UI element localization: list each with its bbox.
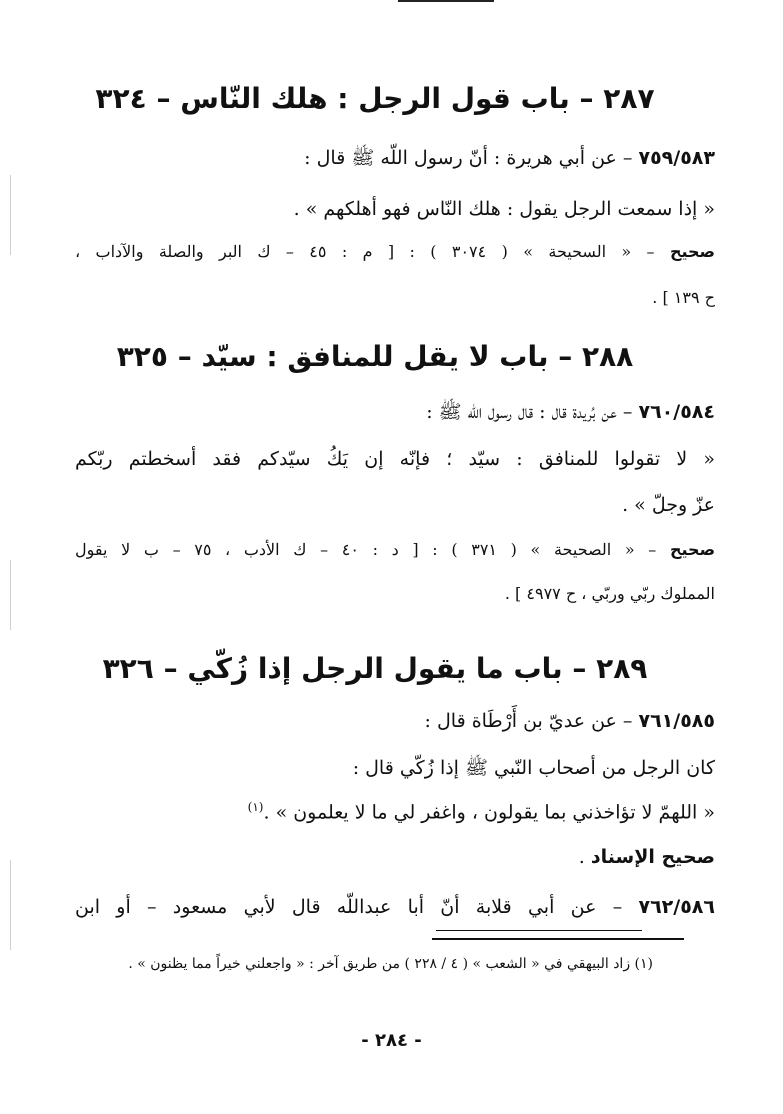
hadith-761-line: [75, 710, 715, 732]
text-underline: [436, 930, 642, 931]
grading-text: – « السحيحة » ( ٣٠٧٤ ) : [ م : ٤٥ – ك البر والصلة والآداب ،: [75, 242, 670, 261]
grade-label: صحيح الإسناد: [590, 846, 715, 868]
hadith-761-grading: [75, 846, 715, 868]
scan-edge-mark: [10, 175, 11, 255]
grade-label: صحيح: [669, 540, 716, 559]
grading-text: – « الصحيحة » ( ٣٧١ ) : [ د : ٤٠ – ك الأدب ، ٧٥ – ب لا يقول: [75, 540, 670, 559]
hadith-760-reference: المملوك ربّي وربّي ، ح ٤٩٧٧ ] .: [504, 584, 715, 603]
hadith-text: – عن أبي هريرة : أنّ رسول اللّه ﷺ قال :: [304, 147, 639, 169]
footnote-divider: [432, 938, 684, 940]
hadith-762-line: [75, 896, 715, 918]
hadith-760-quote-end: عزّ وجلّ » .: [622, 494, 715, 516]
hadith-761-narration: كان الرجل من أصحاب النّبي ﷺ إذا زُكّي قال :: [352, 757, 715, 779]
hadith-number: ٧٦٢/٥٨٦: [638, 896, 715, 918]
chapter-heading-287: ٢٨٧ – باب قول الرجل : هلك النّاس – ٣٢٤: [95, 82, 655, 115]
scan-edge-mark: [10, 560, 11, 630]
scan-edge-mark: [10, 860, 11, 950]
hadith-760-quote: « لا تقولوا للمنافق : سيّد ؛ فإنّه إن يَكُ سيّدكم فقد أسخطتم ربّكم: [75, 448, 715, 470]
hadith-text: – عن بُريدة قال : قال رسول اللّه ﷺ :: [426, 401, 639, 423]
hadith-text: – عن عديّ بن أَرْطَاة قال :: [424, 710, 639, 732]
quote-text: « اللهمّ لا تؤاخذني بما يقولون ، واغفر لي ما لا يعلمون » .: [263, 801, 715, 824]
hadith-760-line: [75, 400, 715, 428]
hadith-number: ٧٦٠/٥٨٤: [638, 401, 715, 423]
footnote-marker: (١): [247, 800, 264, 814]
grading-text: .: [578, 846, 591, 868]
chapter-heading-288: ٢٨٨ – باب لا يقل للمنافق : سيّد – ٣٢٥: [116, 340, 634, 373]
grade-label: صحيح: [669, 242, 715, 261]
hadith-text: – عن أبي قلابة أنّ أبا عبداللّه قال لأبي مسعود – أو ابن: [75, 896, 639, 918]
hadith-759-line: [75, 146, 715, 174]
top-rule: [398, 0, 494, 2]
footnote-text: (١) زاد البيهقي في « الشعب » ( ٤ / ٢٢٨ ) من طريق آخر : « واجعلني خيراً مما يظنون » .: [128, 956, 653, 972]
hadith-761-quote: [75, 800, 715, 823]
hadith-760-grading: [75, 540, 715, 559]
hadith-759-reference: ح ١٣٩ ] .: [652, 288, 715, 307]
hadith-number: ٧٦١/٥٨٥: [638, 710, 715, 732]
page-number: - ٢٨٤ -: [361, 1030, 422, 1051]
hadith-759-quote: « إذا سمعت الرجل يقول : هلك النّاس فهو أهلكهم » .: [293, 198, 715, 220]
chapter-heading-289: ٢٨٩ – باب ما يقول الرجل إذا زُكّي – ٣٢٦: [102, 652, 648, 685]
hadith-759-grading: [75, 242, 715, 261]
hadith-number: ٧٥٩/٥٨٣: [638, 147, 715, 169]
